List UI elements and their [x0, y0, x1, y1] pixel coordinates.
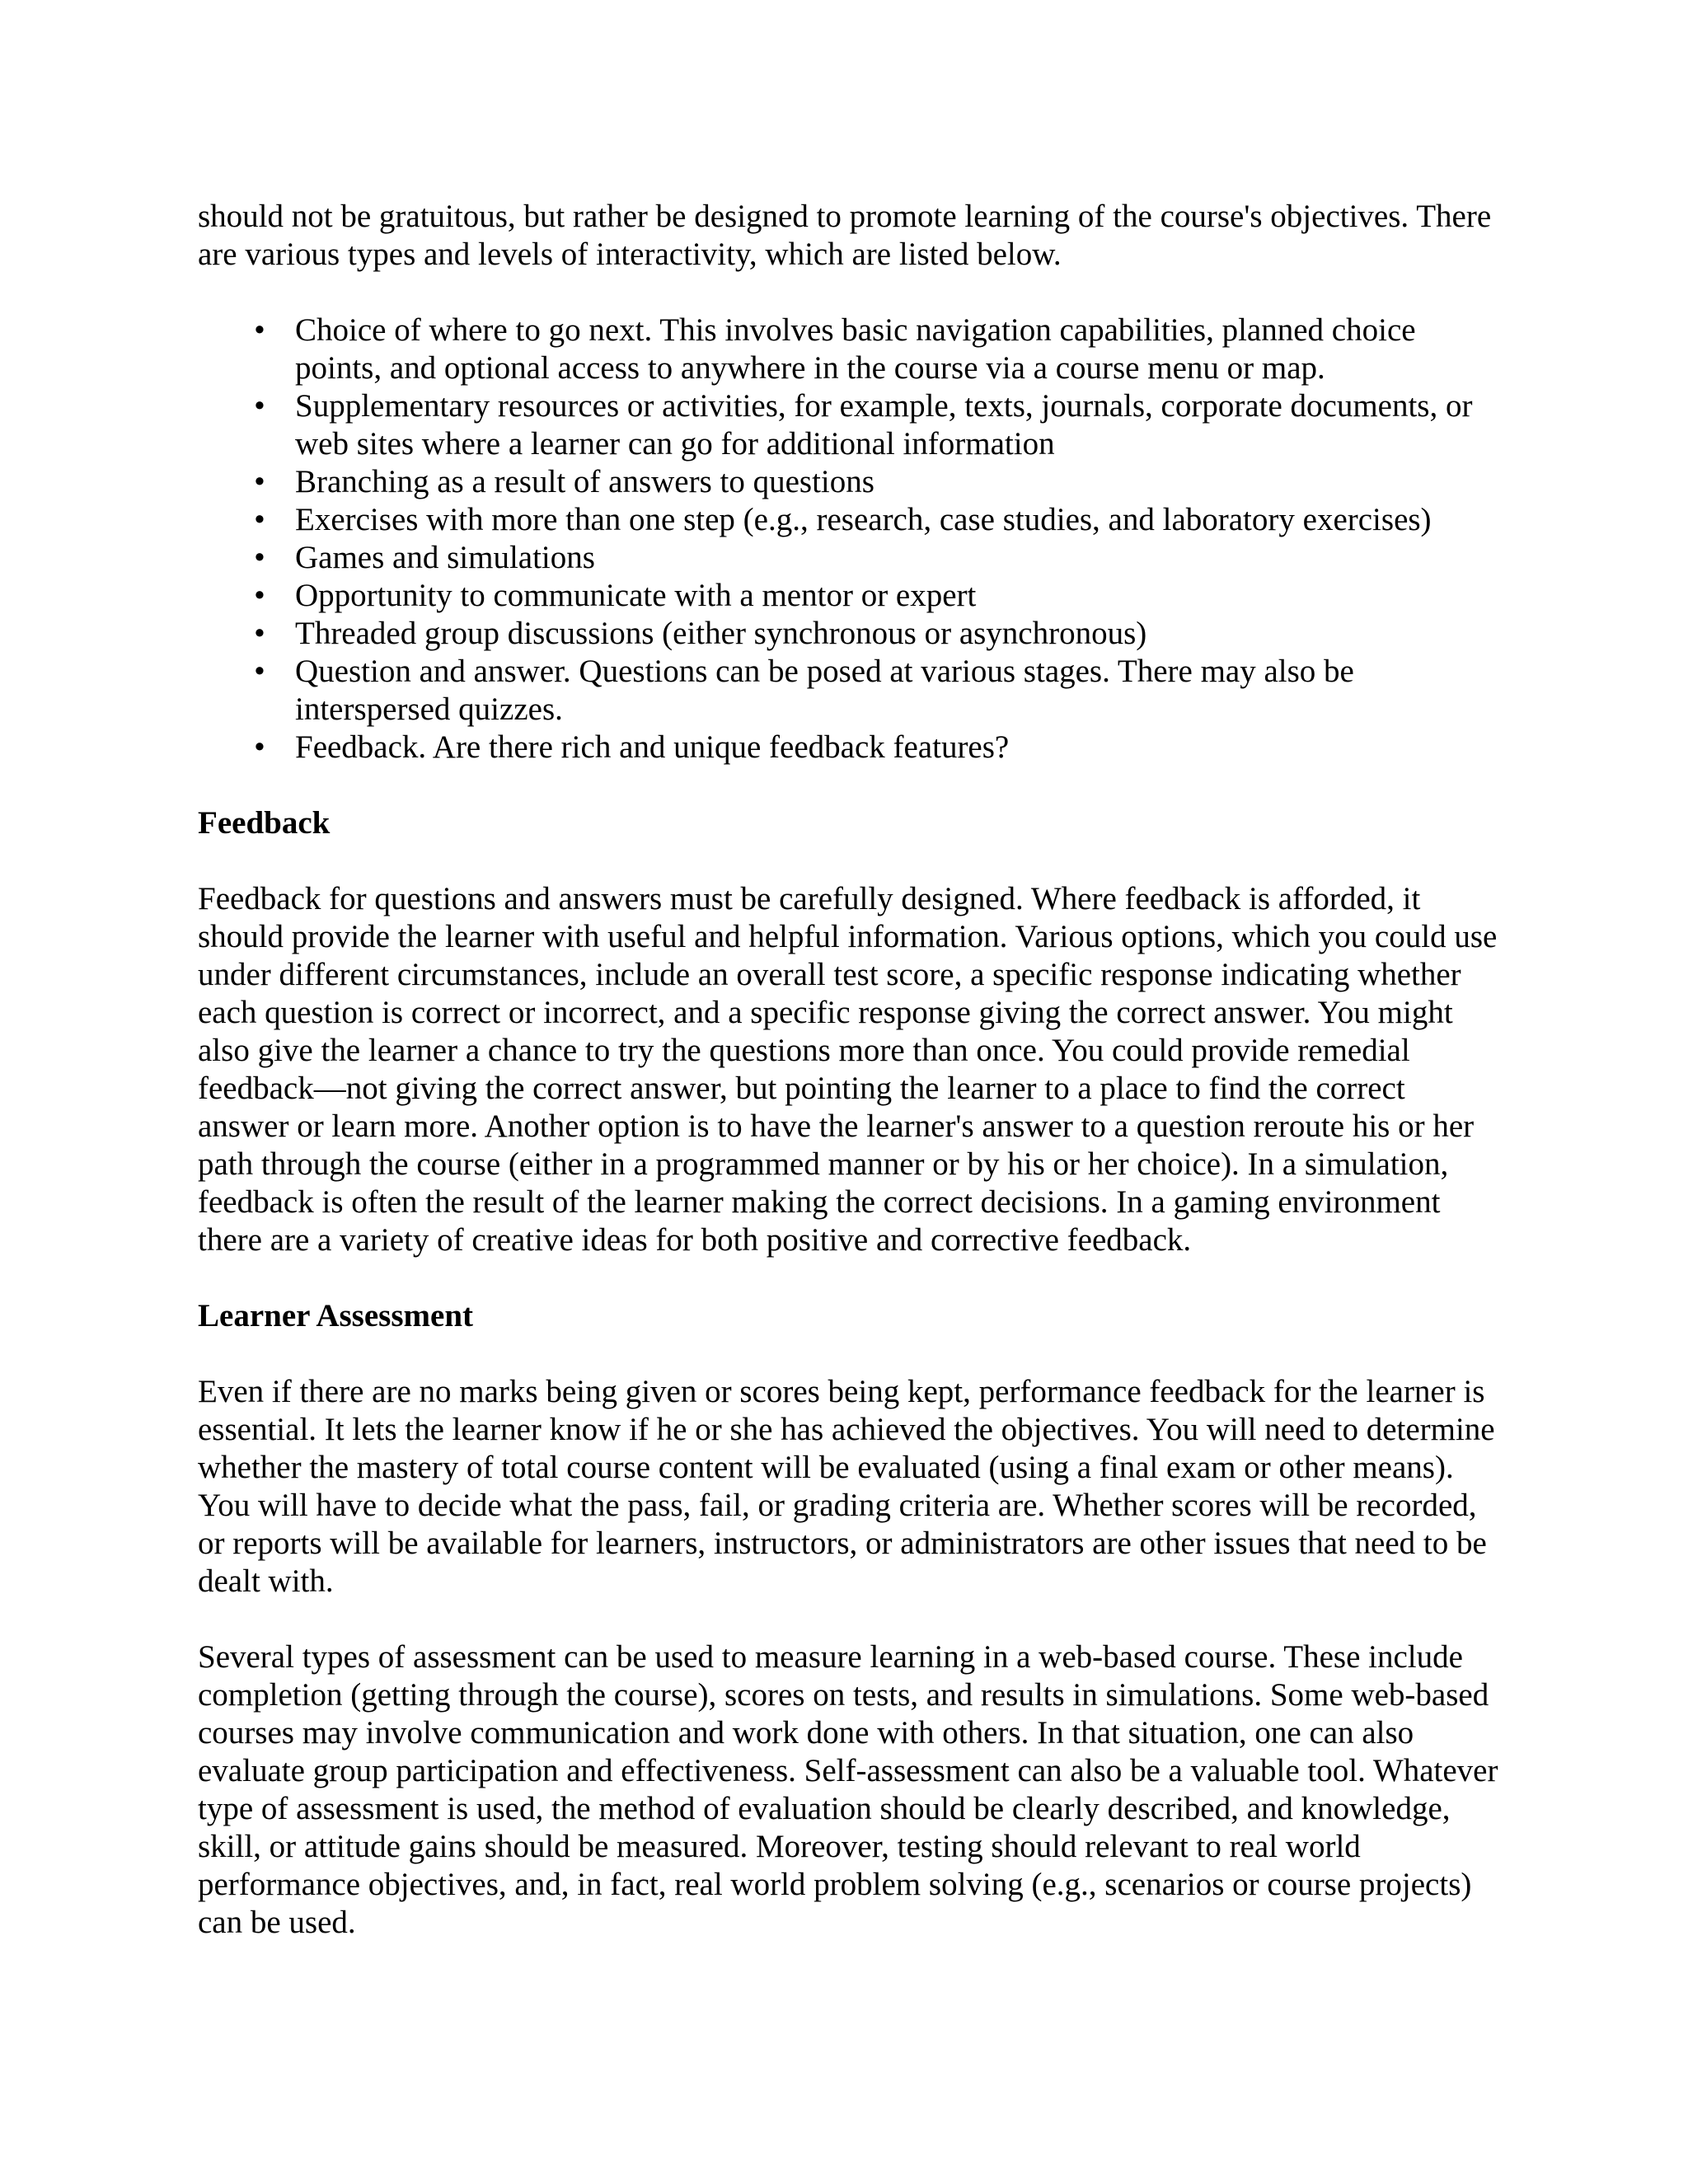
- feedback-section: [198, 804, 1500, 1259]
- assessment-paragraph-1: Even if there are no marks being given or scores being kept, performance feedback for the learner is essential. It lets the learner know if he or she has achieved the objectives. You will need to determine whether the mastery of total course content will be evaluated (using a final exam or other means). You will have to decide what the pass, fail, or grading criteria are. Whether scores will be recorded, or reports will be available for learners, instructors, or administrators are other issues that need to be dealt with.: [198, 1374, 1495, 1599]
- intro-paragraph: should not be gratuitous, but rather be designed to promote learning of the course's objectives. There are various types and levels of interactivity, which are listed below.: [198, 199, 1492, 272]
- list-item-text: Exercises with more than one step (e.g., research, case studies, and laboratory exercises): [295, 502, 1432, 537]
- list-item-text: Opportunity to communicate with a mentor or expert: [295, 578, 977, 613]
- list-item: [198, 387, 1500, 463]
- list-item-text: Supplementary resources or activities, for example, texts, journals, corporate documents, or web sites where a learner can go for additional information: [295, 388, 1473, 462]
- bullet-icon: •: [254, 464, 265, 499]
- bullet-icon: •: [254, 616, 265, 651]
- feedback-paragraph: Feedback for questions and answers must be carefully designed. Where feedback is afforded, it should provide the learner with useful and helpful information. Various options, which you could use under different circumstances, include an overall test score, a specific response indicating whether each question is correct or incorrect, and a specific response giving the correct answer. You might also give the learner a chance to try the questions more than once. You could provide remedial feedback—not giving the correct answer, but pointing the learner to a place to find the correct answer or learn more. Another option is to have the learner's answer to a question reroute his or her path through the course (either in a programmed manner or by his or her choice). In a simulation, feedback is often the result of the learner making the correct decisions. In a gaming environment there are a variety of creative ideas for both positive and corrective feedback.: [198, 881, 1498, 1258]
- section-heading-feedback: Feedback: [198, 805, 331, 841]
- bullet-icon: •: [254, 729, 265, 765]
- list-item: [198, 312, 1500, 387]
- list-item-text: Question and answer. Questions can be posed at various stages. There may also be interspersed quizzes.: [295, 654, 1354, 727]
- section-heading-learner-assessment: Learner Assessment: [198, 1298, 473, 1333]
- list-item: [198, 539, 1500, 577]
- list-item: [198, 577, 1500, 615]
- interactivity-list: [198, 312, 1500, 766]
- learner-assessment-section: [198, 1297, 1500, 1942]
- list-item-text: Games and simulations: [295, 540, 595, 575]
- document-page: [198, 198, 1500, 1980]
- bullet-icon: •: [254, 502, 265, 537]
- bullet-icon: •: [254, 654, 265, 689]
- bullet-icon: •: [254, 578, 265, 613]
- list-item: [198, 653, 1500, 729]
- bullet-icon: •: [254, 312, 265, 348]
- list-item-text: Feedback. Are there rich and unique feedback features?: [295, 729, 1010, 765]
- bullet-icon: •: [254, 540, 265, 575]
- list-item-text: Threaded group discussions (either synchronous or asynchronous): [295, 616, 1147, 651]
- list-item: [198, 615, 1500, 653]
- list-item-text: Branching as a result of answers to questions: [295, 464, 874, 499]
- list-item: [198, 729, 1500, 766]
- list-item-text: Choice of where to go next. This involves basic navigation capabilities, planned choice points, and optional access to anywhere in the course via a course menu or map.: [295, 312, 1416, 386]
- list-item: [198, 463, 1500, 501]
- bullet-icon: •: [254, 388, 265, 424]
- list-item: [198, 501, 1500, 539]
- assessment-paragraph-2: Several types of assessment can be used to measure learning in a web-based course. These include completion (getting through the course), scores on tests, and results in simulations. Some web-based courses may involve communication and work done with others. In that situation, one can also evaluate group participation and effectiveness. Self-assessment can also be a valuable tool. Whatever type of assessment is used, the method of evaluation should be clearly described, and knowledge, skill, or attitude gains should be measured. Moreover, testing should relevant to real world performance objectives, and, in fact, real world problem solving (e.g., scenarios or course projects) can be used.: [198, 1639, 1498, 1940]
